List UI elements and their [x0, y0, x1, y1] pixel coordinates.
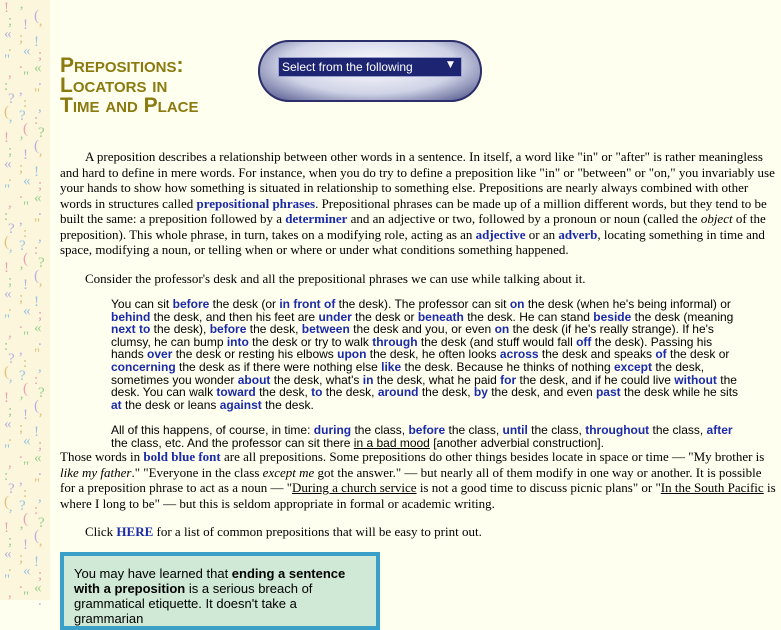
decorative-glyph: ’	[8, 247, 13, 263]
decorative-glyph: .	[19, 186, 23, 202]
decorative-sidebar-strip	[0, 0, 50, 609]
decorative-glyph: ,	[8, 585, 12, 601]
preposition-word: through	[372, 334, 418, 349]
preposition-word: like	[381, 359, 402, 374]
decorative-glyph: (	[4, 494, 9, 510]
preposition-word: to	[311, 385, 323, 400]
decorative-glyph: "	[23, 589, 30, 605]
decorative-glyph: ?	[8, 91, 15, 107]
decorative-glyph: .	[38, 333, 42, 349]
decorative-glyph: "	[4, 442, 11, 458]
topic-select[interactable]	[278, 57, 462, 77]
decorative-glyph: :	[34, 372, 39, 388]
decorative-glyph: ;	[19, 290, 24, 306]
example-paragraph-time: All of this happens, of course, in time: during the class, before the class, until the class, throughout the class, after the class, etc. And the professor can sit there in a bad mood [another adverbial construction].	[111, 423, 733, 450]
example-paragraph-space: You can sit before the desk (or in front of the desk). The professor can sit on the desk (when he's being informal) or behind the desk, and then his feet are under the desk or beneath the desk. He can stand beside the desk (meaning next to the desk), before the desk, between the desk and you, or even on the desk (if he's really strange). If he's clumsy, he can bump into the desk or try to walk through the desk (and stuff would fall off the desk). Passing his hands over the desk or resting his elbows upon the desk, he often looks across the desk and speaks of the desk or concerning the desk as if there were nothing else like the desk. Because he thinks of nothing except the desk, sometimes you wonder about the desk, what's in the desk, what he paid for the desk, and if he could live without the desk. You can walk toward the desk, to the desk, around the desk, by the desk, and even past the desk while he sits at the desk or leans against the desk.	[111, 297, 739, 412]
preposition-word: on	[509, 297, 525, 311]
decorative-glyph: "	[23, 199, 30, 215]
bold-blue-font-phrase: bold blue font	[143, 449, 221, 464]
preposition-word: at	[111, 397, 122, 412]
preposition-word: beside	[593, 309, 632, 324]
decorative-glyph: ?	[19, 238, 26, 254]
decorative-glyph: !	[34, 164, 39, 180]
decorative-glyph: .	[8, 299, 12, 315]
decorative-glyph: ’	[19, 134, 24, 150]
decorative-glyph: ’	[8, 507, 13, 523]
decorative-glyph: (	[23, 511, 28, 527]
decorative-glyph: ;	[8, 13, 13, 29]
decorative-glyph: .	[38, 73, 42, 89]
decorative-glyph: "	[23, 329, 30, 345]
decorative-glyph: ,	[38, 489, 42, 505]
click-here-paragraph: Click HERE for a list of common prepositions that will be easy to print out.	[85, 524, 482, 539]
decorative-glyph: !	[23, 147, 28, 163]
decorative-glyph: "	[23, 459, 30, 475]
decorative-glyph: «	[23, 303, 31, 319]
decorative-glyph: !	[34, 424, 39, 440]
decorative-glyph: ;	[19, 30, 24, 46]
decorative-glyph: ,	[8, 455, 12, 471]
here-link[interactable]: HERE	[116, 524, 154, 539]
decorative-glyph: "	[34, 346, 41, 362]
decorative-glyph: ;	[19, 550, 24, 566]
decorative-glyph: «	[34, 450, 42, 466]
decorative-glyph: ’	[38, 411, 43, 427]
decorative-glyph: ,	[38, 359, 42, 375]
underlined-noun-phrase-1: During a church service	[292, 480, 417, 495]
decorative-glyph: "	[4, 182, 11, 198]
decorative-glyph: .	[38, 593, 42, 609]
decorative-glyph: ;	[8, 403, 13, 419]
page-title	[60, 56, 199, 116]
decorative-glyph: .	[38, 463, 42, 479]
preposition-word: behind	[111, 309, 151, 324]
intro-paragraph: A preposition describes a relationship between other words in a sentence. In itself, a word like "in" or "after" is rather meaningless and hard to define in mere words. For instance, when you do try to define a preposition like "in" or "between" or "on," you invariably use your hands to show how something is situated in relationship to something else. Prepositions are nearly always combined with other words in structures called prepositional phrases. Prepositional phrases can be made up of a million different words, but they tend to be built the same: a preposition followed by a determiner and an adjective or two, followed by a pronoun or noun (called the object of the preposition). This whole phrase, in turn, takes on a modifying role, acting as an adjective or an adverb, locating something in time and space, modifying a noun, or telling when or where or under what conditions something happened.	[60, 149, 775, 257]
decorative-glyph: ’	[8, 117, 13, 133]
decorative-glyph: «	[4, 416, 12, 432]
decorative-glyph: .	[19, 576, 23, 592]
underlined-phrase: in a bad mood	[353, 435, 430, 450]
decorative-glyph: .	[8, 429, 12, 445]
decorative-glyph: (	[23, 121, 28, 137]
decorative-glyph: .	[19, 316, 23, 332]
preposition-word: between	[301, 322, 350, 337]
preposition-word: beneath	[417, 309, 464, 324]
decorative-glyph: «	[34, 60, 42, 76]
select-pill-frame	[258, 40, 482, 102]
decorative-glyph: ,	[8, 65, 12, 81]
decorative-glyph: «	[4, 156, 12, 172]
term-adjective[interactable]: adjective	[475, 226, 526, 242]
decorative-glyph: ;	[38, 177, 43, 193]
preposition-word: concerning	[111, 359, 176, 374]
decorative-glyph: ;	[38, 437, 43, 453]
decorative-glyph: !	[23, 537, 28, 553]
preposition-word: past	[595, 385, 621, 400]
decorative-glyph: ’	[8, 377, 13, 393]
decorative-glyph: ,	[38, 229, 42, 245]
preposition-word: against	[219, 397, 262, 412]
preposition-word: except	[613, 359, 652, 374]
decorative-glyph: :	[23, 485, 28, 501]
decorative-glyph: ,	[19, 342, 23, 358]
decorative-glyph: ,	[19, 472, 23, 488]
preposition-word: across	[499, 347, 539, 362]
decorative-glyph: ;	[19, 160, 24, 176]
decorative-glyph: «	[34, 190, 42, 206]
decorative-glyph: "	[34, 476, 41, 492]
decorative-glyph: ,	[8, 325, 12, 341]
preposition-word: toward	[216, 385, 256, 400]
decorative-glyph: :	[34, 242, 39, 258]
decorative-glyph: ?	[8, 481, 15, 497]
preposition-word: until	[502, 423, 528, 438]
decorative-glyph: «	[34, 580, 42, 596]
decorative-glyph: :	[34, 112, 39, 128]
decorative-glyph: ?	[19, 368, 26, 384]
preposition-word: during	[313, 423, 352, 438]
title-line-2: Locators in	[60, 74, 168, 97]
decorative-glyph: ’	[38, 281, 43, 297]
decorative-glyph: (	[23, 251, 28, 267]
term-prepositional-phrases[interactable]: prepositional phrases	[196, 195, 316, 211]
decorative-glyph: ;	[38, 47, 43, 63]
decorative-glyph: «	[34, 320, 42, 336]
title-line-1: Prepositions:	[60, 54, 184, 77]
decorative-glyph: ;	[19, 420, 24, 436]
decorative-glyph: ?	[8, 351, 15, 367]
decorative-glyph: (	[34, 8, 39, 24]
decorative-glyph: "	[23, 69, 30, 85]
decorative-glyph: ;	[8, 143, 13, 159]
decorative-glyph: :	[4, 468, 9, 484]
decorative-glyph: :	[4, 78, 9, 94]
decorative-glyph: "	[34, 216, 41, 232]
decorative-glyph: !	[4, 0, 9, 16]
preposition-word: by	[473, 385, 488, 400]
decorative-glyph: ?	[38, 385, 45, 401]
explanation-paragraph: Those words in bold blue font are all prepositions. Some prepositions do other things besides locate in space or time — "My brother is like my father." "Everyone in the class except me got the answer." — but nearly all of them modify in one way or another. It is possible for a preposition phrase to act as a noun — "During a church service is not a good time to discuss picnic plans" or "In the South Pacific is where I long to be" — but this is seldom appropriate in formal or academic writing.	[60, 449, 776, 511]
decorative-glyph: ;	[38, 307, 43, 323]
decorative-glyph: .	[38, 203, 42, 219]
preposition-word: in	[362, 372, 374, 387]
decorative-glyph: :	[4, 338, 9, 354]
preposition-word: about	[237, 372, 271, 387]
decorative-glyph: !	[23, 277, 28, 293]
decorative-glyph: !	[23, 17, 28, 33]
preposition-word: on	[494, 322, 510, 337]
preposition-word: around	[377, 385, 419, 400]
decorative-glyph: (	[4, 364, 9, 380]
preposition-word: throughout	[585, 423, 650, 438]
decorative-glyph: :	[23, 225, 28, 241]
decorative-glyph: !	[23, 407, 28, 423]
decorative-glyph: (	[34, 268, 39, 284]
decorative-glyph: ’	[38, 541, 43, 557]
decorative-glyph: ’	[19, 264, 24, 280]
decorative-glyph: :	[4, 208, 9, 224]
decorative-glyph: «	[23, 43, 31, 59]
examples-block	[111, 298, 741, 463]
note-box	[60, 552, 380, 630]
preposition-word: under	[318, 309, 352, 324]
decorative-glyph: "	[4, 52, 11, 68]
decorative-glyph: (	[34, 398, 39, 414]
preposition-word: off	[576, 334, 592, 349]
decorative-glyph: .	[19, 56, 23, 72]
term-adverb[interactable]: adverb	[558, 226, 598, 242]
decorative-glyph: !	[34, 554, 39, 570]
decorative-glyph: .	[8, 39, 12, 55]
decorative-glyph: ,	[19, 212, 23, 228]
decorative-glyph: !	[34, 34, 39, 50]
decorative-glyph: ;	[8, 273, 13, 289]
decorative-glyph: ?	[38, 255, 45, 271]
decorative-glyph: ?	[19, 498, 26, 514]
decorative-glyph: .	[8, 559, 12, 575]
decorative-glyph: !	[34, 294, 39, 310]
decorative-glyph: (	[34, 528, 39, 544]
decorative-glyph: !	[4, 130, 9, 146]
decorative-glyph: «	[4, 546, 12, 562]
decorative-glyph: ,	[19, 82, 23, 98]
note-text: You may have learned that ending a sentence with a preposition is a serious breach of grammatical etiquette. It doesn't take a grammarian	[74, 566, 346, 626]
underlined-noun-phrase-2: In the South Pacific	[660, 480, 764, 495]
decorative-glyph: ;	[8, 533, 13, 549]
decorative-glyph: :	[23, 355, 28, 371]
preposition-word: for	[500, 372, 517, 387]
preposition-word: next to	[111, 322, 151, 337]
term-determiner[interactable]: determiner	[285, 211, 348, 226]
preposition-word: without	[674, 372, 717, 387]
decorative-glyph: ;	[38, 567, 43, 583]
decorative-glyph: (	[4, 104, 9, 120]
decorative-glyph: !	[4, 390, 9, 406]
decorative-glyph: ?	[38, 515, 45, 531]
decorative-glyph: ?	[8, 221, 15, 237]
decorative-glyph: «	[4, 26, 12, 42]
decorative-glyph: ’	[38, 151, 43, 167]
decorative-glyph: ’	[19, 4, 24, 20]
decorative-glyph: ’	[19, 394, 24, 410]
decorative-glyph: "	[34, 86, 41, 102]
decorative-glyph: «	[23, 173, 31, 189]
decorative-glyph: «	[4, 286, 12, 302]
consider-paragraph: Consider the professor's desk and all the prepositional phrases we can use while talking about it.	[85, 271, 586, 286]
preposition-word: before	[408, 423, 446, 438]
decorative-glyph: (	[23, 381, 28, 397]
decorative-glyph: ’	[38, 21, 43, 37]
preposition-word: upon	[337, 347, 367, 362]
preposition-word: before	[172, 297, 210, 311]
decorative-glyph: !	[4, 520, 9, 536]
decorative-glyph: :	[23, 95, 28, 111]
preposition-word: after	[706, 423, 733, 438]
decorative-glyph: (	[4, 234, 9, 250]
decorative-glyph: ,	[38, 99, 42, 115]
decorative-glyph: !	[4, 260, 9, 276]
chevron-down-icon[interactable]: ▼	[447, 60, 454, 70]
decorative-glyph: (	[34, 138, 39, 154]
preposition-word: over	[147, 347, 173, 362]
decorative-glyph: «	[23, 563, 31, 579]
preposition-word: into	[226, 334, 249, 349]
decorative-glyph: ’	[19, 524, 24, 540]
decorative-glyph: .	[8, 169, 12, 185]
preposition-word: of	[655, 347, 667, 362]
decorative-glyph: "	[4, 572, 11, 588]
decorative-glyph: :	[34, 502, 39, 518]
decorative-glyph: ?	[19, 108, 26, 124]
decorative-glyph: ?	[38, 125, 45, 141]
decorative-glyph: .	[19, 446, 23, 462]
title-line-3: Time and Place	[60, 94, 199, 117]
decorative-glyph: ,	[8, 195, 12, 211]
decorative-glyph: «	[23, 433, 31, 449]
preposition-word: in front of	[279, 297, 336, 311]
preposition-word: before	[209, 322, 247, 337]
decorative-glyph: "	[4, 312, 11, 328]
